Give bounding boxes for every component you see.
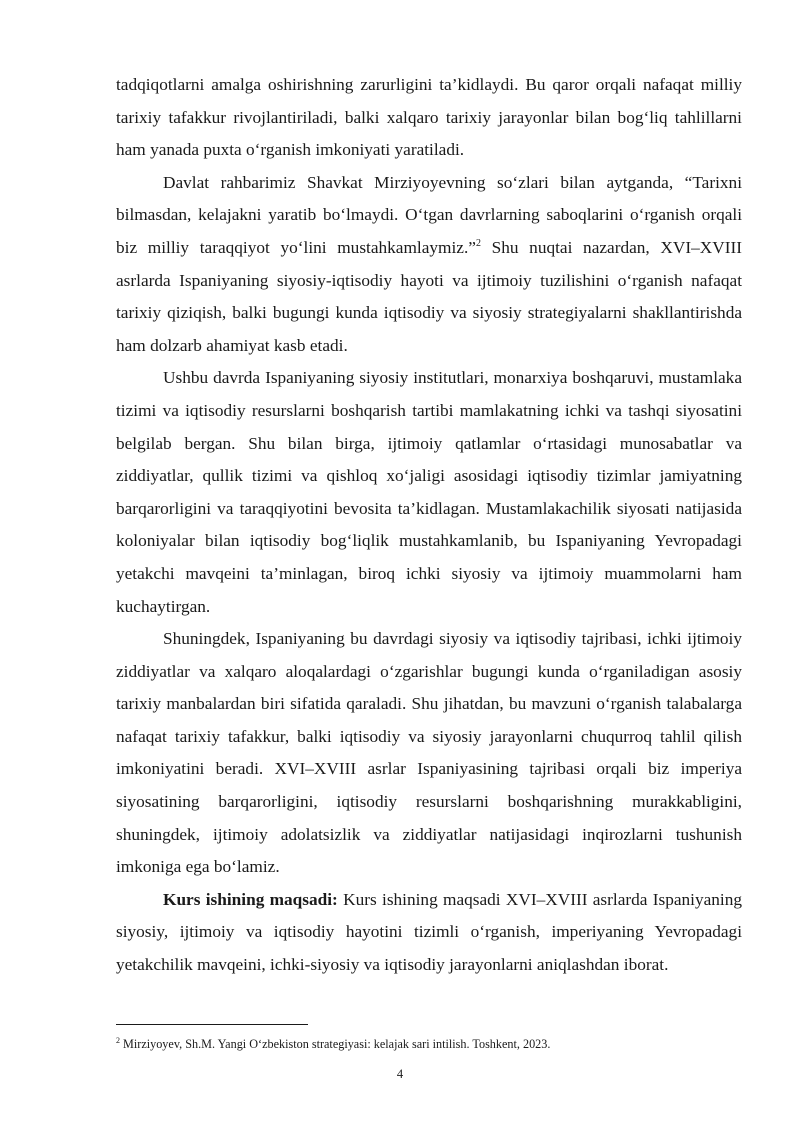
footnote-divider xyxy=(116,1024,308,1025)
paragraph-4: Shuningdek, Ispaniyaning bu davrdagi siyosiy va iqtisodiy tajribasi, ichki ijtimoiy ziddiyatlar va xalqaro aloqalardagi o‘zgarishlar bugungi kunda o‘rganiladigan asosiy tarixiy manbalardan biri sifatida qaraladi. Shu jihatdan, bu mavzuni o‘rganish talabalarga nafaqat tarixiy tafakkur, balki iqtisodiy va siyosiy jarayonlarni chuqurroq tahlil qilish imkoniyatini beradi. XVI–XVIII asrlar Ispaniyasining tajribasi orqali biz imperiya siyosatining barqarorligini, iqtisodiy resurslarni boshqarishning murakkabligini, shuningdek, ijtimoiy adolatsizlik va ziddiyatlar natijasidagi inqirozlarni tushunish imkoniga ega bo‘lamiz. xyxy=(116,629,742,877)
footnote-text: Mirziyoyev, Sh.M. Yangi O‘zbekiston strategiyasi: kelajak sari intilish. Toshkent, 2023. xyxy=(120,1037,551,1051)
paragraph-2-text-before: Davlat rahbarimiz Shavkat Mirziyoyevning so‘zlari bilan aytganda, “Tarixni bilmasdan, kelajakni yaratib bo‘lmaydi. O‘tgan davrlarning saboqlarini o‘rganish orqali biz milliy taraqqiyot yo‘lini mustahkamlaymiz.” xyxy=(116,172,742,257)
footnote-reference[interactable]: 2 xyxy=(475,237,481,249)
footnote xyxy=(116,1036,742,1052)
paragraph-5 xyxy=(116,884,742,982)
paragraph-3: Ushbu davrda Ispaniyaning siyosiy institutlari, monarxiya boshqaruvi, mustamlaka tizimi va iqtisodiy resurslarni boshqarish tartibi mamlakatning ichki va tashqi siyosatini belgilab bergan. Shu bilan birga, ijtimoiy qatlamlar o‘rtasidagi munosabatlar va ziddiyatlar, qullik tizimi va qishloq xo‘jaligi asosidagi iqtisodiy tizimlar jamiyatning barqarorligini va taraqqiyotini bevosita ta’kidlagan. Mustamlakachilik siyosati natijasida koloniyalar bilan iqtisodiy bog‘liqlik mustahkamlanib, bu Ispaniyaning Yevropadagi yetakchi mavqeini ta’minlagan, biroq ichki siyosiy va ijtimoiy muammolarni ham kuchaytirgan. xyxy=(116,368,742,616)
page-number: 4 xyxy=(396,1067,404,1081)
footnote-marker: 2 xyxy=(116,1036,120,1045)
aim-heading: Kurs ishining maqsadi: xyxy=(163,889,338,909)
paragraph-1: tadqiqotlarni amalga oshirishning zarurligini ta’kidlaydi. Bu qaror orqali nafaqat milliy tarixiy tafakkur rivojlantiriladi, balki xalqaro tarixiy jarayonlar bilan bog‘liq tahlillarni ham yanada puxta o‘rganish imkoniyati yaratiladi. xyxy=(116,75,742,160)
paragraph-2 xyxy=(116,167,742,363)
paragraph-2-text-after: Shu nuqtai nazardan, XVI–XVIII asrlarda Ispaniyaning siyosiy-iqtisodiy hayoti va ijtimoiy tuzilishini o‘rganish nafaqat tarixiy qiziqish, balki bugungi kunda iqtisodiy va siyosiy strategiyalarni shakllantirishda ham dolzarb ahamiyat kasb etadi. xyxy=(116,237,742,355)
document-body xyxy=(116,69,742,982)
aim-text: Kurs ishining maqsadi XVI–XVIII asrlarda Ispaniyaning siyosiy, ijtimoiy va iqtisodiy hayotini tizimli o‘rganish, imperiyaning Yevropadagi yetakchilik mavqeini, ichki-siyosiy va iqtisodiy jarayonlarni aniqlashdan iborat. xyxy=(116,889,743,975)
